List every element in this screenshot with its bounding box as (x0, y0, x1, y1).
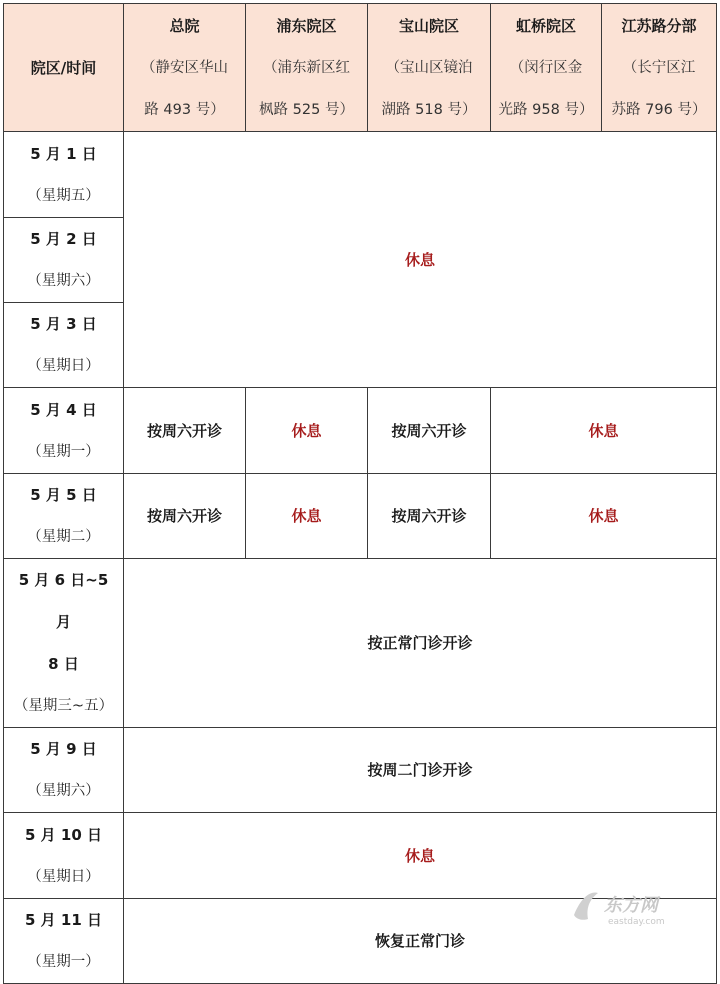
date-cell: 5 月 5 日 （星期二） (4, 474, 124, 559)
eastday-watermark-logo (568, 885, 688, 929)
status-cell-rest: 休息 (124, 813, 717, 899)
campus-header-hongqiao: 虹桥院区 （闵行区金 光路 958 号） (491, 4, 602, 132)
header-row (4, 4, 717, 132)
swoosh-icon (574, 893, 598, 920)
date-cell: 5 月 6 日~5 月 8 日 （星期三~五） (4, 559, 124, 728)
status-cell: 按周六开诊 (124, 388, 246, 474)
status-cell-rest: 休息 (246, 388, 368, 474)
date-cell: 5 月 3 日 （星期日） (4, 303, 124, 388)
date-cell: 5 月 10 日 （星期日） (4, 813, 124, 899)
corner-header: 院区/时间 (4, 4, 124, 132)
svg-text:eastday.com: eastday.com (608, 917, 665, 927)
campus-header-baoshan: 宝山院区 （宝山区镜泊 湖路 518 号） (368, 4, 491, 132)
status-cell: 按周六开诊 (368, 388, 491, 474)
campus-header-main: 总院 （静安区华山 路 493 号） (124, 4, 246, 132)
table-row (4, 728, 717, 813)
status-cell: 按周二门诊开诊 (124, 728, 717, 813)
status-cell-rest: 休息 (491, 388, 717, 474)
status-cell: 按周六开诊 (124, 474, 246, 559)
table-row (4, 388, 717, 474)
table-row (4, 132, 717, 218)
status-cell-rest: 休息 (124, 132, 717, 388)
status-cell-rest: 休息 (491, 474, 717, 559)
campus-header-pudong: 浦东院区 （浦东新区红 枫路 525 号） (246, 4, 368, 132)
status-cell: 恢复正常门诊 (124, 899, 717, 984)
status-cell: 按周六开诊 (368, 474, 491, 559)
date-cell: 5 月 9 日 （星期六） (4, 728, 124, 813)
status-cell: 按正常门诊开诊 (124, 559, 717, 728)
campus-header-jiangsu-road: 江苏路分部 （长宁区江 苏路 796 号） (602, 4, 717, 132)
date-cell: 5 月 4 日 （星期一） (4, 388, 124, 474)
table-row (4, 559, 717, 728)
holiday-schedule-table (3, 3, 717, 984)
date-cell: 5 月 2 日 （星期六） (4, 218, 124, 303)
date-cell: 5 月 1 日 （星期五） (4, 132, 124, 218)
svg-text:东方网: 东方网 (604, 895, 658, 916)
status-cell-rest: 休息 (246, 474, 368, 559)
date-cell: 5 月 11 日 （星期一） (4, 899, 124, 984)
table-row (4, 474, 717, 559)
